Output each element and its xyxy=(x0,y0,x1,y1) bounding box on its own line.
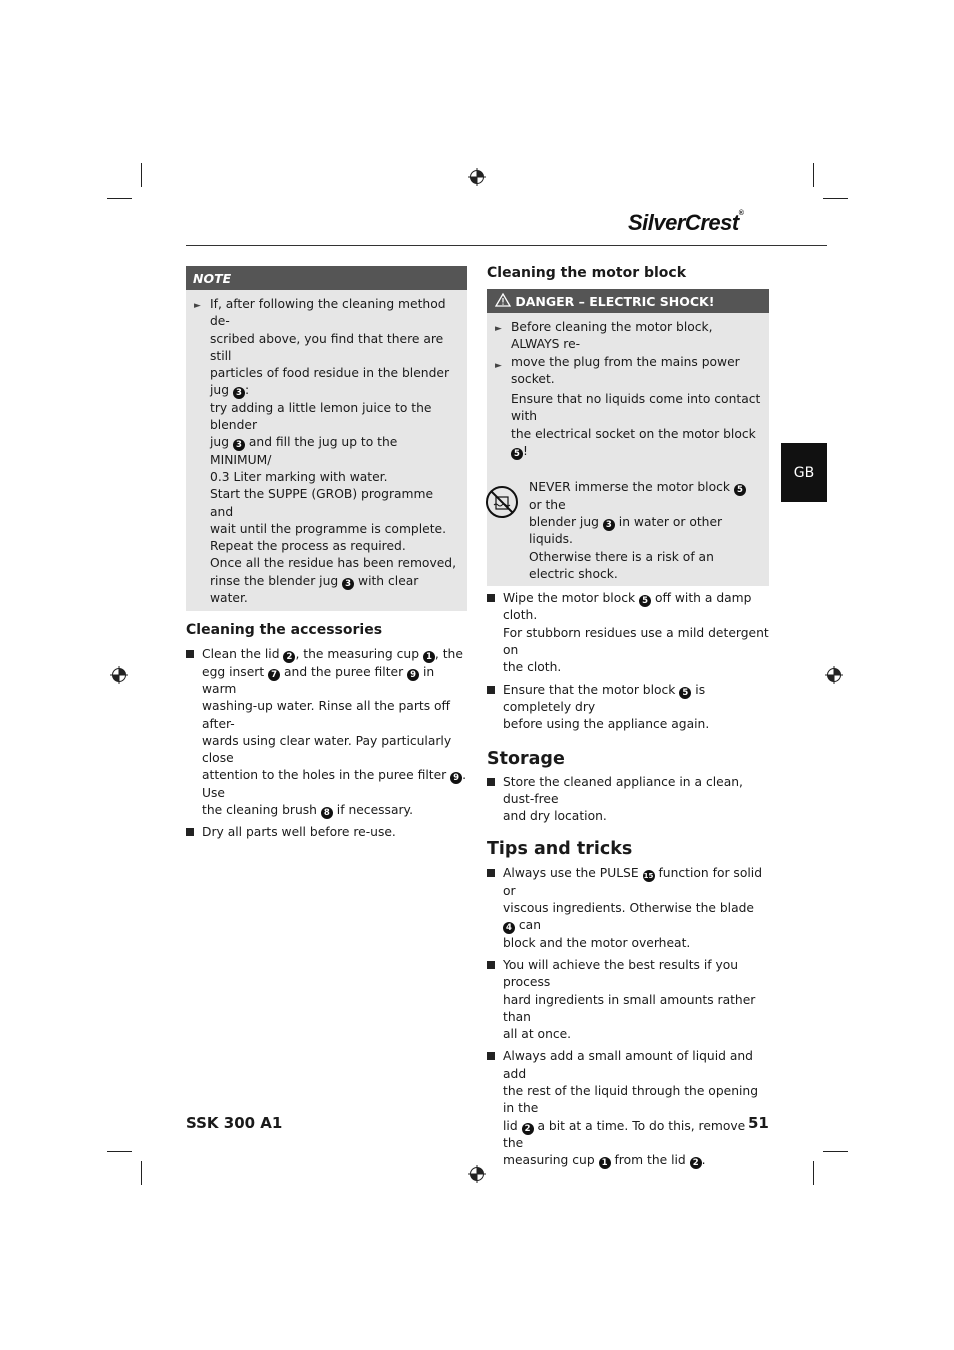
note-line: wait until the programme is complete. xyxy=(210,521,447,536)
note-line: scribed above, you find that there are still xyxy=(210,331,444,363)
language-tab: GB xyxy=(781,443,827,502)
note-header: NOTE xyxy=(186,266,467,290)
no-immersion-icon xyxy=(485,485,519,519)
note-line: 0.3 Liter marking with water. xyxy=(210,469,388,484)
list-item: Clean the lid 2 , the measuring cup 1 , the egg insert 7 and the puree filter 9 in warm washing-up water. Rinse all the parts off after- wards using clear water. Pay particularly close attention to the holes in the puree filter 9 . Use the cleaning brush 8 if necessary. xyxy=(186,646,467,819)
registration-mark-icon xyxy=(110,666,128,684)
immersion-warning: NEVER immerse the motor block 5 or the blender jug 3 in water or other liquids. Otherwise there is a risk of an electric shock. xyxy=(487,479,761,583)
part-number-badge: 1 xyxy=(599,1157,611,1169)
registration-mark-icon xyxy=(468,168,486,186)
arrow-bullet-icon: ► xyxy=(495,324,502,334)
crop-mark xyxy=(107,1151,132,1152)
note-line: If, after following the cleaning method de- xyxy=(210,297,446,329)
part-number-badge: 4 xyxy=(503,922,515,934)
list-item: Always use the PULSE 15 function for solid or viscous ingredients. Otherwise the blade 4 can block and the motor overheat. xyxy=(487,865,769,951)
motor-heading: Cleaning the motor block xyxy=(487,265,687,281)
part-number-badge: 2 xyxy=(690,1157,702,1169)
square-bullet-icon xyxy=(487,869,495,877)
note-line: rinse the blender jug 3 with clear water. xyxy=(210,573,419,606)
part-number-badge: 1 xyxy=(423,651,435,663)
part-number-badge: 2 xyxy=(522,1123,534,1135)
part-number-badge: 3 xyxy=(233,439,245,451)
square-bullet-icon xyxy=(487,778,495,786)
crop-mark xyxy=(141,163,142,187)
part-number-badge: 15 xyxy=(643,872,654,881)
list-item: Wipe the motor block 5 off with a damp cloth. For stubborn residues use a mild detergent on the cloth. xyxy=(487,590,769,676)
crop-mark xyxy=(823,198,848,199)
storage-heading: Storage xyxy=(487,748,565,769)
list-item: Dry all parts well before re-use. xyxy=(186,824,467,841)
part-number-badge: 3 xyxy=(603,519,615,531)
list-item: Store the cleaned appliance in a clean, dust-free and dry location. xyxy=(487,774,769,826)
note-line: particles of food residue in the blender jug 3 : xyxy=(210,366,450,399)
square-bullet-icon xyxy=(186,650,194,658)
note-body xyxy=(186,290,467,611)
crop-mark xyxy=(813,163,814,187)
part-number-badge: 9 xyxy=(450,772,462,784)
danger-header: DANGER – ELECTRIC SHOCK! xyxy=(487,289,769,313)
crop-mark xyxy=(141,1161,142,1185)
note-line: jug 3 and fill the jug up to the MINIMUM/ xyxy=(210,435,398,467)
part-number-badge: 9 xyxy=(407,669,419,681)
part-number-badge: 3 xyxy=(233,387,245,399)
brand-logo: SilverCrest® xyxy=(628,210,744,235)
page-number: 51 xyxy=(748,1114,769,1132)
part-number-badge: 5 xyxy=(511,448,523,460)
model-number: SSK 300 A1 xyxy=(186,1114,283,1132)
crop-mark xyxy=(823,1151,848,1152)
arrow-bullet-icon: ► xyxy=(194,301,201,311)
list-item: Always add a small amount of liquid and add the rest of the liquid through the opening in the lid 2 a bit at a time. To do this, remove the measuring cup 1 from the lid 2 . xyxy=(487,1048,769,1169)
part-number-badge: 8 xyxy=(321,807,333,819)
square-bullet-icon xyxy=(487,1052,495,1060)
square-bullet-icon xyxy=(487,686,495,694)
list-item: You will achieve the best results if you process hard ingredients in small amounts rather than all at once. xyxy=(487,957,769,1043)
arrow-bullet-icon: ► xyxy=(495,361,502,371)
note-box xyxy=(186,266,467,611)
right-column xyxy=(487,264,769,1169)
registration-mark-icon xyxy=(825,666,843,684)
note-line: try adding a little lemon juice to the blender xyxy=(210,400,432,433)
part-number-badge: 5 xyxy=(734,484,746,496)
part-number-badge: 7 xyxy=(268,669,280,681)
header-rule xyxy=(186,245,827,246)
part-number-badge: 2 xyxy=(283,651,295,663)
note-line: Start the SUPPE (GROB) programme and xyxy=(210,487,434,519)
danger-box xyxy=(487,289,769,586)
crop-mark xyxy=(813,1161,814,1185)
crop-mark xyxy=(107,198,132,199)
warning-triangle-icon xyxy=(495,293,511,307)
list-item: Ensure that the motor block 5 is completely dry before using the appliance again. xyxy=(487,682,769,734)
danger-body: ► Before cleaning the motor block, ALWAYS re- move the plug from the mains power socket. ► Ensure that no liquids come into contact with the electrical socket on the motor block 5 ! NEVER immerse the motor block 5 or the blender jug 3 in water or other liquids. Otherwise there is a risk of an electric shock. xyxy=(487,313,769,586)
note-line: Repeat the process as required. xyxy=(210,539,406,554)
left-column xyxy=(186,266,467,842)
part-number-badge: 5 xyxy=(679,687,691,699)
part-number-badge: 5 xyxy=(639,595,651,607)
square-bullet-icon xyxy=(487,594,495,602)
note-line: Once all the residue has been removed, xyxy=(210,556,457,571)
part-number-badge: 3 xyxy=(342,578,354,590)
tips-heading: Tips and tricks xyxy=(487,839,633,860)
accessories-heading: Cleaning the accessories xyxy=(186,622,383,639)
registration-mark-icon xyxy=(468,1165,486,1183)
square-bullet-icon xyxy=(487,961,495,969)
square-bullet-icon xyxy=(186,828,194,836)
